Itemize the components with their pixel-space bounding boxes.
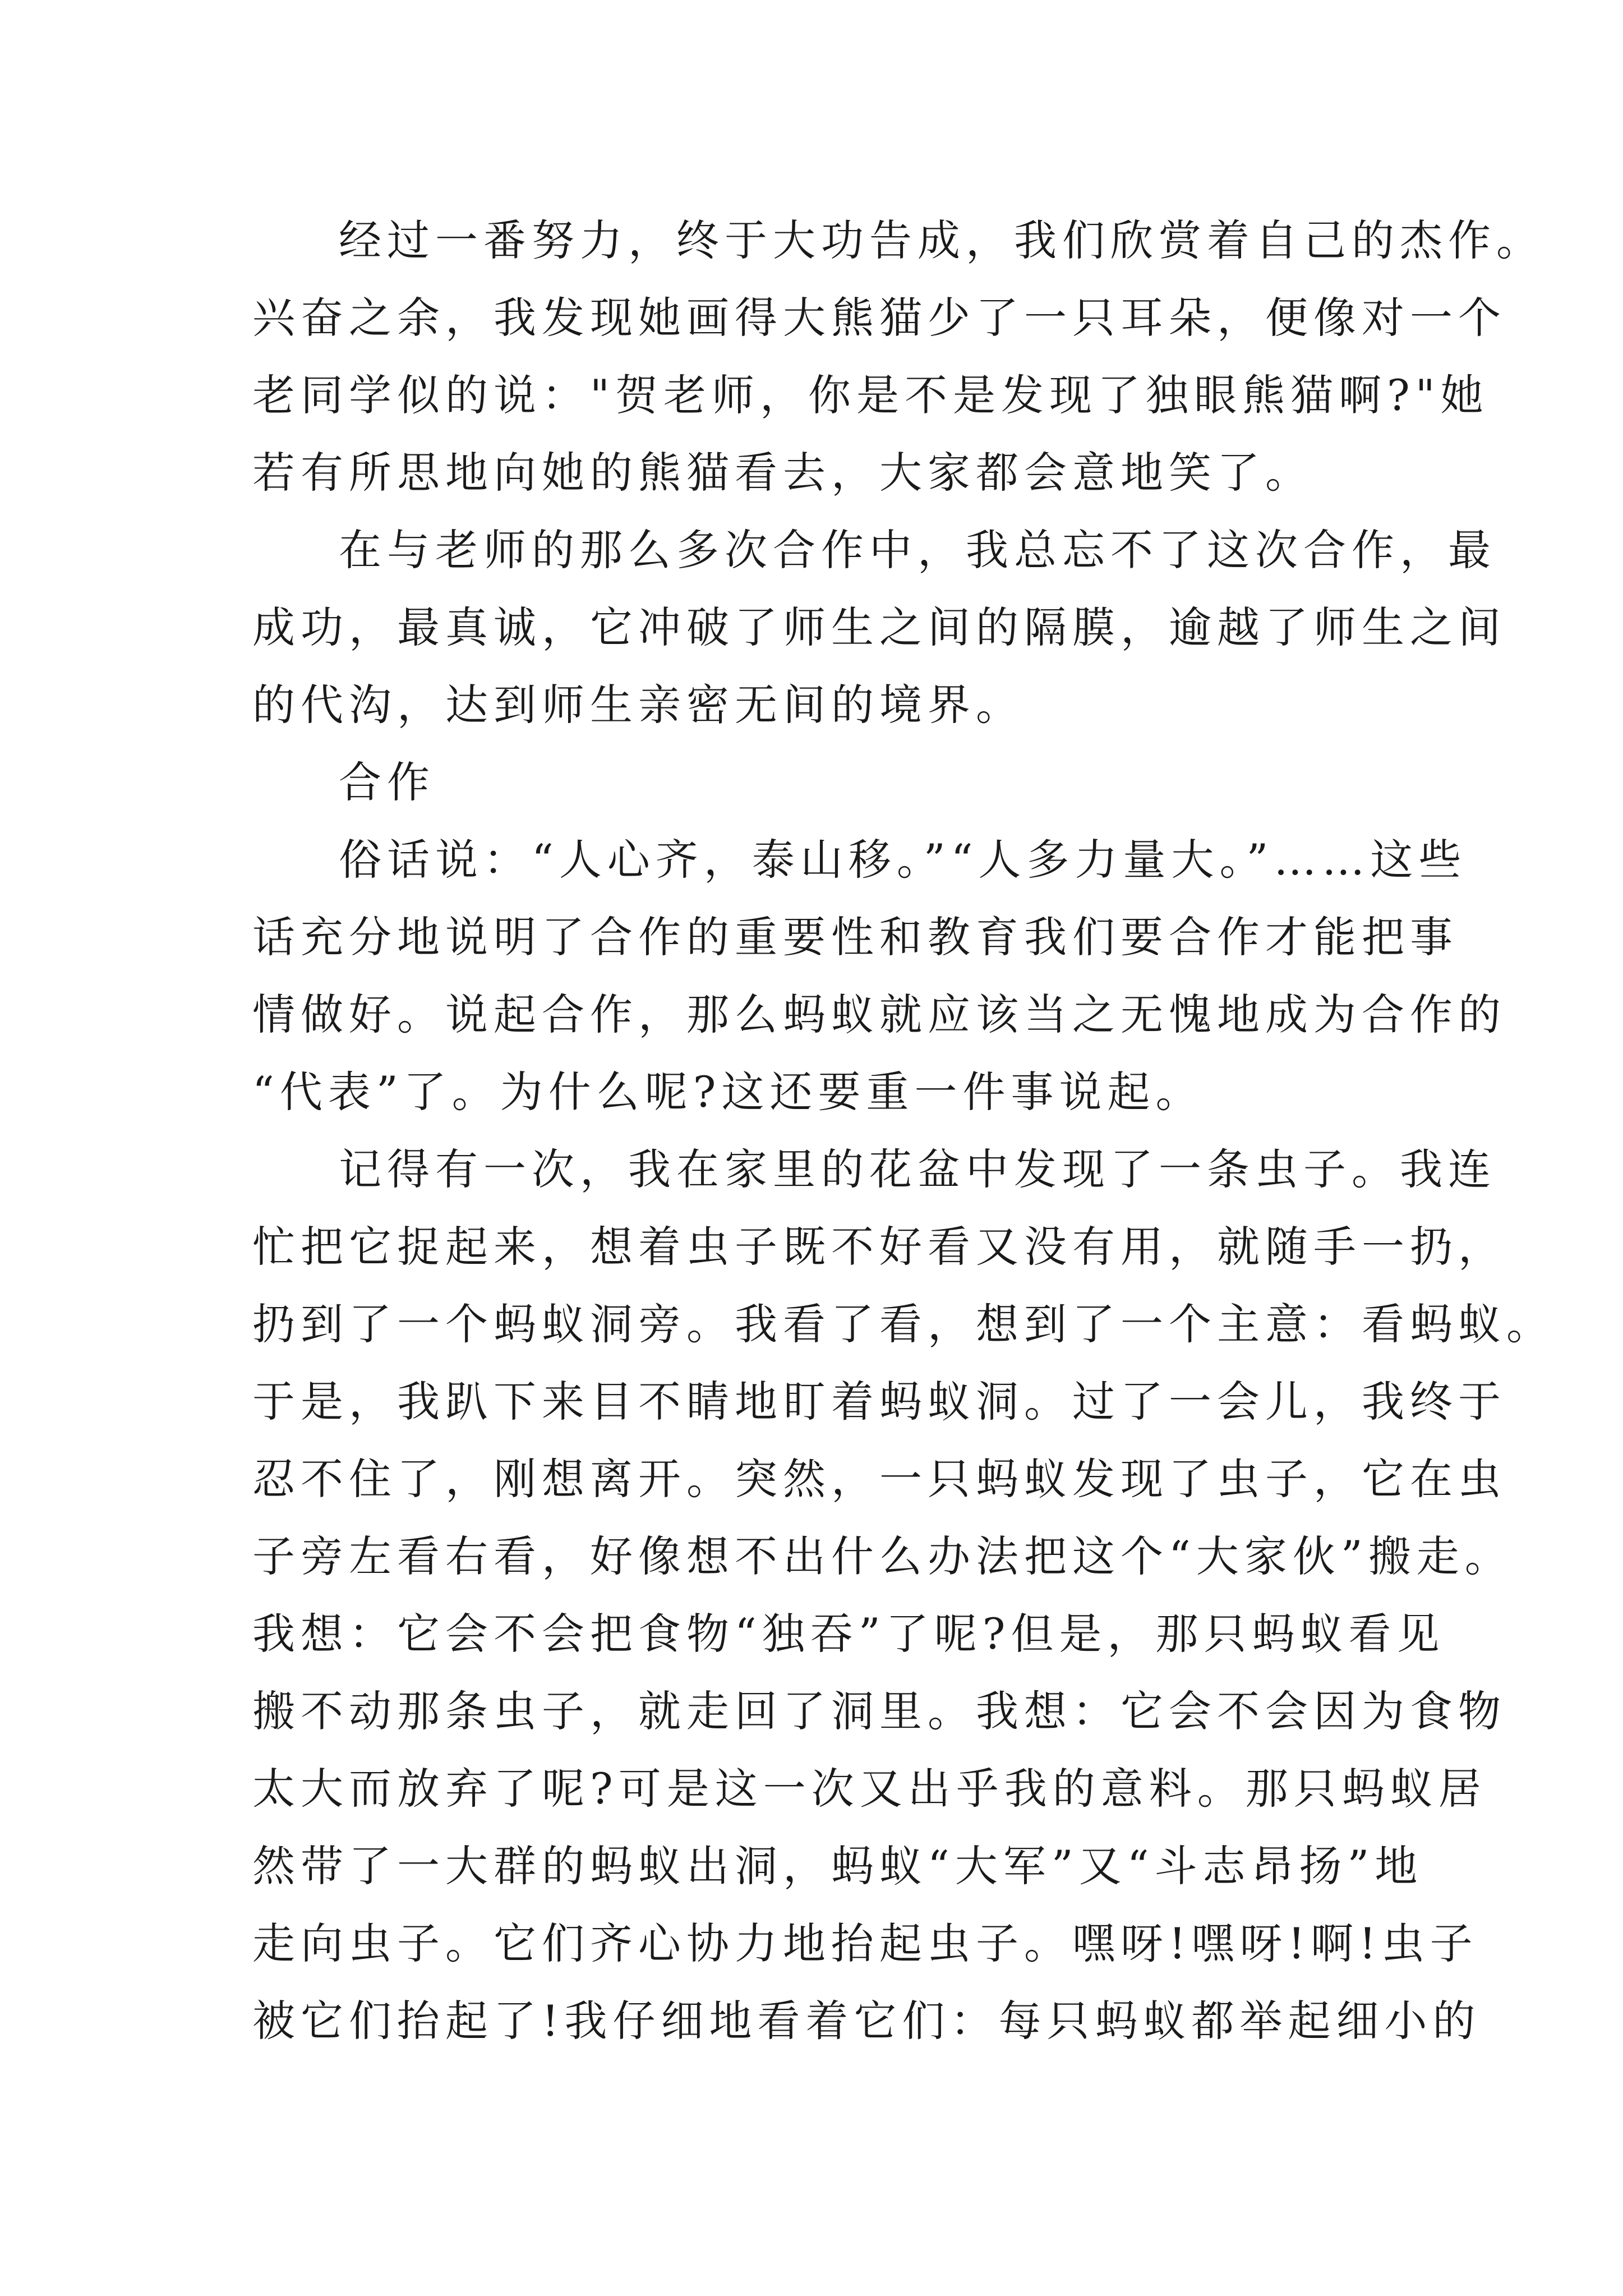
text-line: 走向虫子。它们齐心协力地抬起虫子。嘿呀!嘿呀!啊!虫子 [252, 1918, 1478, 1968]
text-line: 记得有一次，我在家里的花盆中发现了一条虫子。我连 [339, 1144, 1496, 1194]
text-line: 忙把它捉起来，想着虫子既不好看又没有用，就随手一扔， [252, 1222, 1506, 1272]
document-page [252, 202, 1555, 2060]
text-line: 忍不住了，刚想离开。突然，一只蚂蚁发现了虫子，它在虫 [252, 1454, 1506, 1504]
text-line: 的代沟，达到师生亲密无间的境界。 [252, 680, 1024, 730]
text-line: 老同学似的说："贺老师，你是不是发现了独眼熊猫啊?"她 [252, 370, 1489, 420]
text-line: 扔到了一个蚂蚁洞旁。我看了看，想到了一个主意：看蚂蚁。 [252, 1299, 1555, 1349]
text-line: 子旁左看右看，好像想不出什么办法把这个“大家伙”搬走。 [252, 1531, 1513, 1581]
text-line: 在与老师的那么多次合作中，我总忘不了这次合作，最 [339, 525, 1496, 575]
text-line: 被它们抬起了!我仔细地看着它们：每只蚂蚁都举起细小的 [252, 1996, 1481, 2046]
text-line: 经过一番努力，终于大功告成，我们欣赏着自己的杰作。 [339, 215, 1544, 265]
text-line: 太大而放弃了呢?可是这一次又出乎我的意料。那只蚂蚁居 [252, 1764, 1487, 1814]
text-line: 然带了一大群的蚂蚁出洞，蚂蚁“大军”又“斗志昂扬”地 [252, 1841, 1423, 1891]
text-line: 若有所思地向她的熊猫看去，大家都会意地笑了。 [252, 448, 1313, 498]
text-line: 成功，最真诚，它冲破了师生之间的隔膜，逾越了师生之间 [252, 602, 1506, 652]
text-line: 我想：它会不会把食物“独吞”了呢?但是，那只蚂蚁看见 [252, 1609, 1445, 1659]
text-line: 兴奋之余，我发现她画得大熊猫少了一只耳朵，便像对一个 [252, 293, 1506, 343]
text-line: 话充分地说明了合作的重要性和教育我们要合作才能把事 [252, 912, 1458, 962]
text-line: 情做好。说起合作，那么蚂蚁就应该当之无愧地成为合作的 [252, 990, 1506, 1039]
section-title: 合作 [339, 757, 435, 807]
text-line: “代表”了。为什么呢?这还要重一件事说起。 [252, 1067, 1204, 1117]
text-line: 俗话说：“人心齐，泰山移。”“人多力量大。”……这些 [339, 835, 1467, 885]
text-line: 于是，我趴下来目不睛地盯着蚂蚁洞。过了一会儿，我终于 [252, 1377, 1506, 1427]
text-line: 搬不动那条虫子，就走回了洞里。我想：它会不会因为食物 [252, 1686, 1506, 1736]
